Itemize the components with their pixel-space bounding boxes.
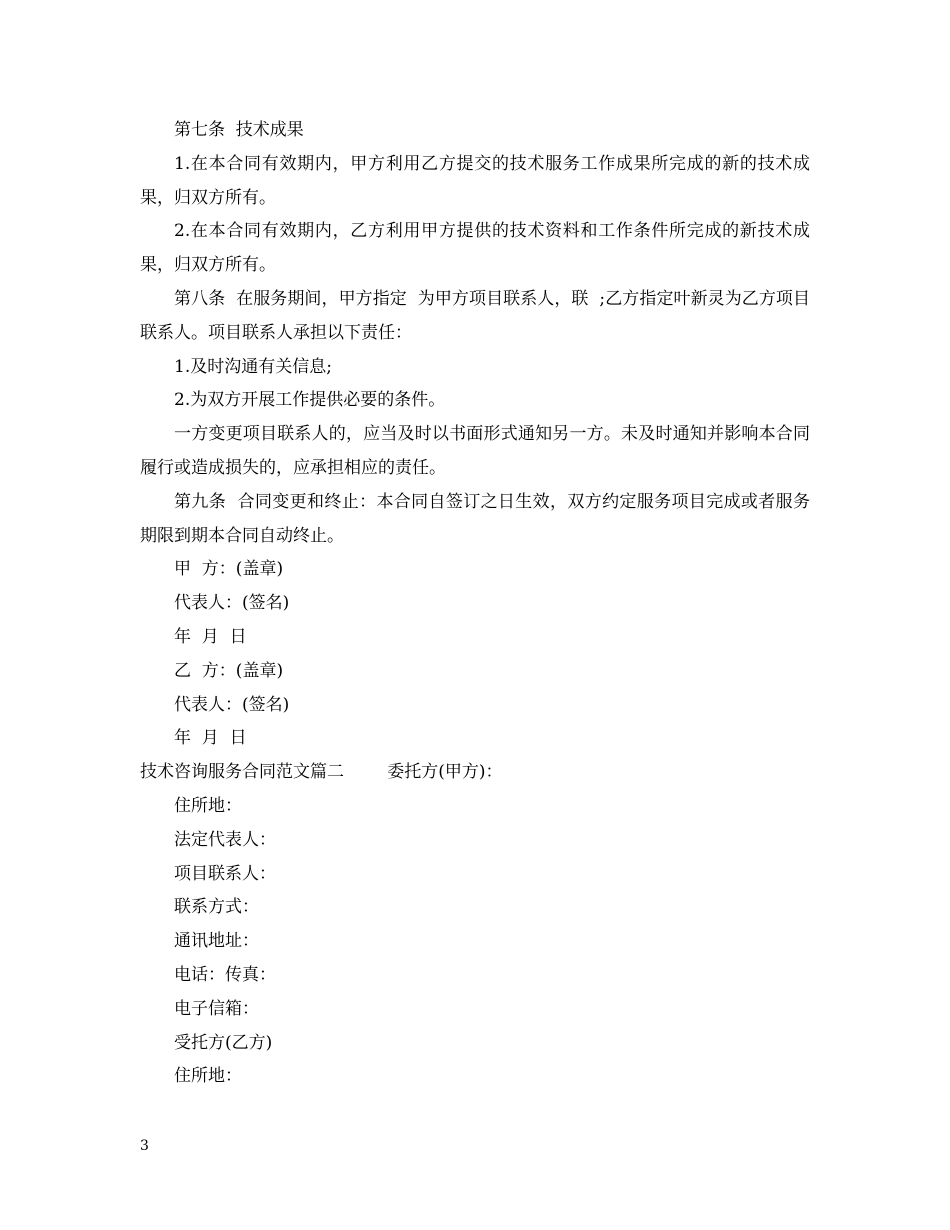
paragraph-article-7-title: 第七条 技术成果 xyxy=(174,120,304,140)
paragraph-article-7-item-1: 1.在本合同有效期内，甲方利用乙方提交的技术服务工作成果所完成的新的技术成果，归双方所有。 xyxy=(140,153,810,208)
client-email-line: 电子信箱： xyxy=(174,998,259,1019)
contractor-heading-line: 受托方(乙方) xyxy=(174,1032,273,1053)
client-phone-fax-line: 电话：传真： xyxy=(174,964,276,985)
paragraph-article-7-item-2: 2.在本合同有效期内，乙方利用甲方提供的技术资料和工作条件所完成的新技术成果，归双方所有。 xyxy=(140,221,810,276)
party-b-date-line: 年 月 日 xyxy=(174,728,247,749)
paragraph-article-8: 第八条 在服务期间，甲方指定 为甲方项目联系人，联 ;乙方指定叶新灵为乙方项目联系人。项目联系人承担以下责任： xyxy=(140,288,810,343)
client-address-line: 住所地： xyxy=(174,795,242,816)
section-two-heading: 技术咨询服务合同范文篇二 委托方(甲方)： xyxy=(140,762,503,783)
document-body xyxy=(140,114,810,1094)
paragraph-article-9: 第九条 合同变更和终止：本合同自签订之日生效，双方约定服务项目完成或者服务期限到期本合同自动终止。 xyxy=(140,491,810,546)
party-a-representative-line: 代表人：(签名) xyxy=(174,593,290,614)
party-b-representative-line: 代表人：(签名) xyxy=(174,694,290,715)
party-b-seal-line: 乙 方：(盖章) xyxy=(174,660,284,681)
client-legal-rep-line: 法定代表人： xyxy=(174,829,276,850)
paragraph-article-8-item-1: 1.及时沟通有关信息; xyxy=(174,356,332,377)
paragraph-article-8-item-2: 2.为双方开展工作提供必要的条件。 xyxy=(174,390,446,411)
client-mailing-address-line: 通讯地址： xyxy=(174,931,259,952)
paragraph-contact-change: 一方变更项目联系人的，应当及时以书面形式通知另一方。未及时通知并影响本合同履行或造成损失的，应承担相应的责任。 xyxy=(140,424,810,478)
client-contact-method-line: 联系方式： xyxy=(174,897,259,918)
client-project-contact-line: 项目联系人： xyxy=(174,863,276,884)
party-a-date-line: 年 月 日 xyxy=(174,626,247,647)
party-a-seal-line: 甲 方：(盖章) xyxy=(174,559,284,580)
page-number: 3 xyxy=(140,1138,149,1154)
contractor-address-line: 住所地： xyxy=(174,1066,242,1087)
